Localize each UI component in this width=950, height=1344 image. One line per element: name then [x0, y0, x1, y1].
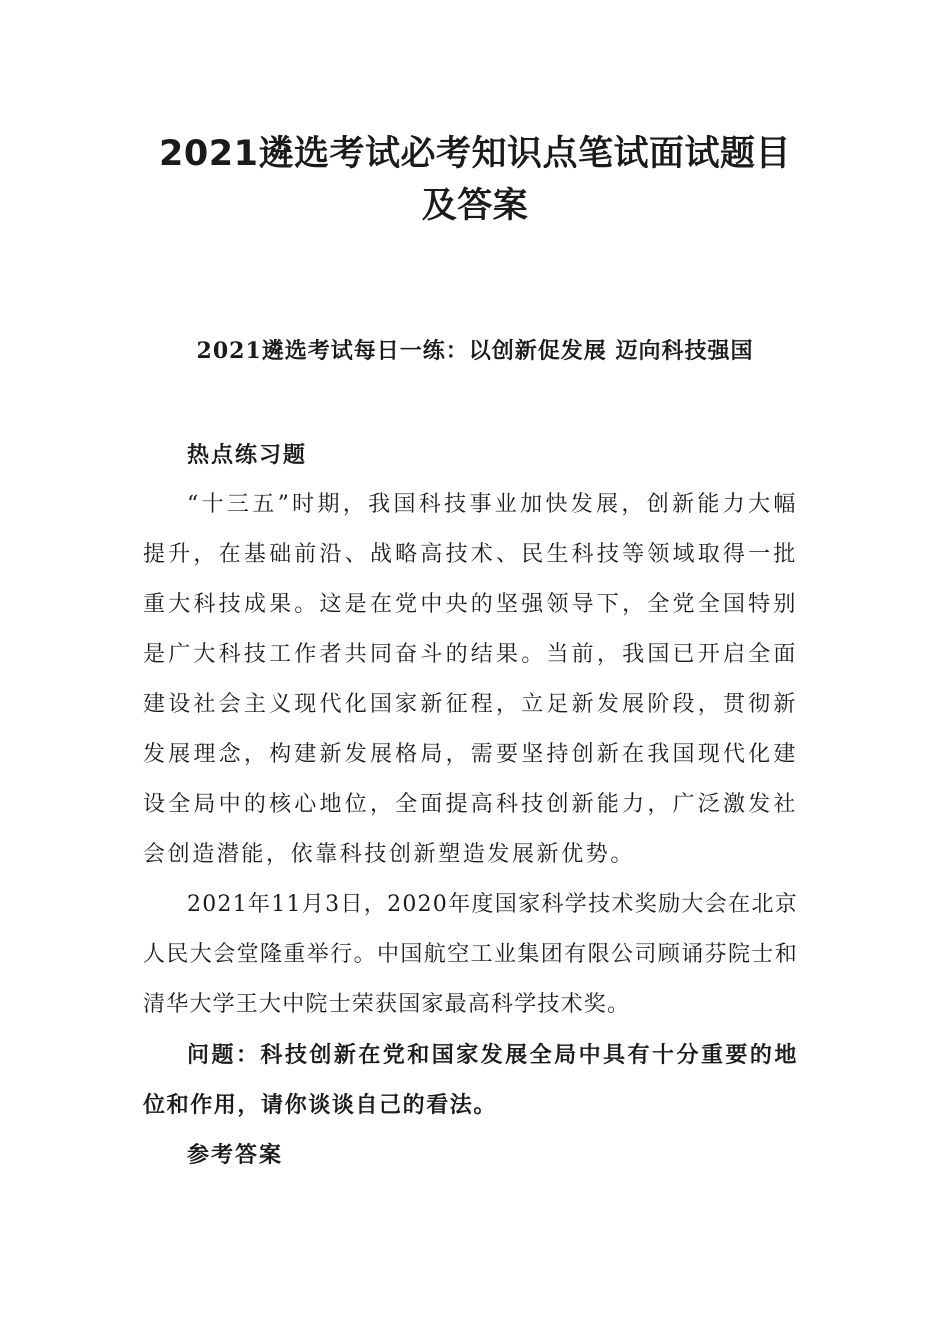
question-text: 问题：科技创新在党和国家发展全局中具有十分重要的地位和作用，请你谈谈自己的看法。	[143, 1042, 798, 1118]
section-heading: 热点练习题	[187, 442, 308, 468]
paragraph-background: “十三五”时期，我国科技事业加快发展，创新能力大幅提升，在基础前沿、战略高技术、民生科技等领域取得一批重大科技成果。这是在党中央的坚强领导下，全党全国特别是广大科技工作者共同奋斗的结果。当前，我国已开启全面建设社会主义现代化国家新征程，立足新发展阶段，贯彻新发展理念，构建新发展格局，需要坚持创新在我国现代化建设全局中的核心地位，全面提高科技创新能力，广泛激发社会创造潜能，依靠科技创新塑造发展新优势。	[143, 492, 798, 867]
article-subtitle: 2021遴选考试每日一练：以创新促发展 迈向科技强国	[196, 338, 754, 364]
paragraph-award-news: 2021年11月3日，2020年度国家科学技术奖励大会在北京人民大会堂隆重举行。中国航空工业集团有限公司顾诵芬院士和清华大学王大中院士荣获国家最高科学技术奖。	[143, 892, 798, 1017]
document-title-line-2: 及答案	[421, 186, 529, 226]
answer-heading: 参考答案	[187, 1142, 284, 1168]
document-title	[120, 128, 830, 232]
document-body	[143, 430, 798, 1180]
document-title-line-1: 2021遴选考试必考知识点笔试面试题目	[159, 134, 791, 174]
